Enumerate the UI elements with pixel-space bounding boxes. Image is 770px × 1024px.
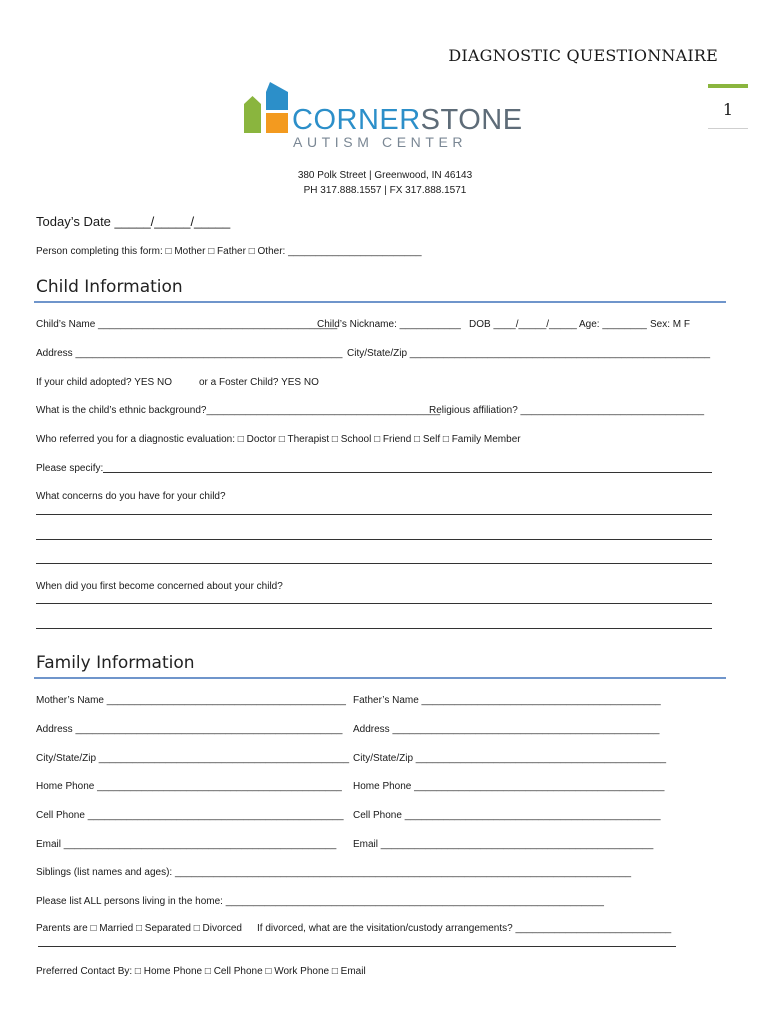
child-name-field[interactable]: Child’s Name ___________________________________________ (36, 319, 338, 330)
logo-green-roof (244, 96, 261, 104)
age-field[interactable]: Age: ________ (579, 319, 647, 330)
logo-word-stone: STONE (420, 104, 523, 136)
please-specify-label: Please specify: (36, 463, 104, 474)
foster-field[interactable]: or a Foster Child? YES NO (199, 377, 319, 388)
logo-orange-block (266, 113, 288, 133)
page-number-rule (708, 128, 748, 129)
siblings-field[interactable]: Siblings (list names and ages): __________________________________________________________________________________ (36, 867, 631, 878)
logo-word-corner: CORNER (292, 104, 421, 136)
custody-line[interactable] (38, 946, 676, 947)
father-name-field[interactable]: Father’s Name ___________________________________________ (353, 695, 661, 706)
family-info-heading: Family Information (36, 653, 195, 673)
child-info-rule (34, 301, 726, 303)
child-address-field[interactable]: Address ________________________________________________ (36, 348, 343, 359)
child-info-heading: Child Information (36, 277, 183, 297)
mother-name-field[interactable]: Mother’s Name ___________________________________________ (36, 695, 346, 706)
concerns-line-2[interactable] (36, 539, 712, 540)
religious-affiliation-field[interactable]: Religious affiliation? _________________________________ (429, 405, 705, 416)
please-specify-line[interactable] (103, 472, 712, 473)
parents-status-field[interactable]: Parents are □ Married □ Separated □ Divorced (36, 923, 242, 934)
mother-home-phone-field[interactable]: Home Phone ____________________________________________ (36, 781, 342, 792)
referral-source-field[interactable]: Who referred you for a diagnostic evaluation: □ Doctor □ Therapist □ School □ Friend □ Self □ Family Member (36, 434, 521, 445)
logo-blue-block (266, 92, 288, 110)
dob-field[interactable]: DOB ____/_____/_____ (469, 319, 577, 330)
mother-email-field[interactable]: Email _________________________________________________ (36, 839, 337, 850)
mother-city-field[interactable]: City/State/Zip _____________________________________________ (36, 753, 350, 764)
father-email-field[interactable]: Email _________________________________________________ (353, 839, 654, 850)
preferred-contact-field[interactable]: Preferred Contact By: □ Home Phone □ Cell Phone □ Work Phone □ Email (36, 966, 366, 977)
adopted-field[interactable]: If your child adopted? YES NO (36, 377, 173, 388)
first-concerned-label: When did you first become concerned about your child? (36, 581, 283, 592)
ethnic-background-field[interactable]: What is the child’s ethnic background?__________________________________________ (36, 405, 441, 416)
first-concerned-line-2[interactable] (36, 628, 712, 629)
father-cell-phone-field[interactable]: Cell Phone ______________________________________________ (353, 810, 661, 821)
person-completing-field[interactable]: Person completing this form: □ Mother □ Father □ Other: ________________________ (36, 246, 422, 257)
logo-tagline: AUTISM CENTER (293, 134, 468, 150)
logo-blue-roof (266, 82, 288, 92)
cornerstone-logo-icon (244, 82, 292, 134)
family-info-rule (34, 677, 726, 679)
father-home-phone-field[interactable]: Home Phone _____________________________________________ (353, 781, 665, 792)
concerns-line-3[interactable] (36, 563, 712, 564)
father-city-field[interactable]: City/State/Zip _____________________________________________ (353, 753, 667, 764)
mother-address-field[interactable]: Address ________________________________________________ (36, 724, 343, 735)
logo-wordmark (292, 104, 523, 137)
sex-field[interactable]: Sex: M F (650, 319, 691, 330)
concerns-line-1[interactable] (36, 514, 712, 515)
persons-in-home-field[interactable]: Please list ALL persons living in the home: ____________________________________________________________________ (36, 896, 604, 907)
todays-date-field[interactable]: Today’s Date _____/_____/_____ (36, 214, 231, 229)
page-number: 1 (722, 100, 734, 119)
document-title: DIAGNOSTIC QUESTIONNAIRE (448, 46, 718, 65)
address-line-2: PH 317.888.1557 | FX 317.888.1571 (303, 185, 467, 196)
first-concerned-line-1[interactable] (36, 603, 712, 604)
child-city-field[interactable]: City/State/Zip ______________________________________________________ (347, 348, 711, 359)
father-address-field[interactable]: Address ________________________________________________ (353, 724, 660, 735)
page-accent-bar (708, 84, 748, 88)
custody-arrangements-field[interactable]: If divorced, what are the visitation/custody arrangements? ____________________________ (257, 923, 672, 934)
address-line-1: 380 Polk Street | Greenwood, IN 46143 (297, 170, 473, 181)
page-number-box (708, 84, 748, 130)
mother-cell-phone-field[interactable]: Cell Phone ______________________________________________ (36, 810, 344, 821)
child-nickname-field[interactable]: Child’s Nickname: ___________ (317, 319, 461, 330)
logo-green-block (244, 104, 261, 133)
concerns-label: What concerns do you have for your child? (36, 491, 226, 502)
